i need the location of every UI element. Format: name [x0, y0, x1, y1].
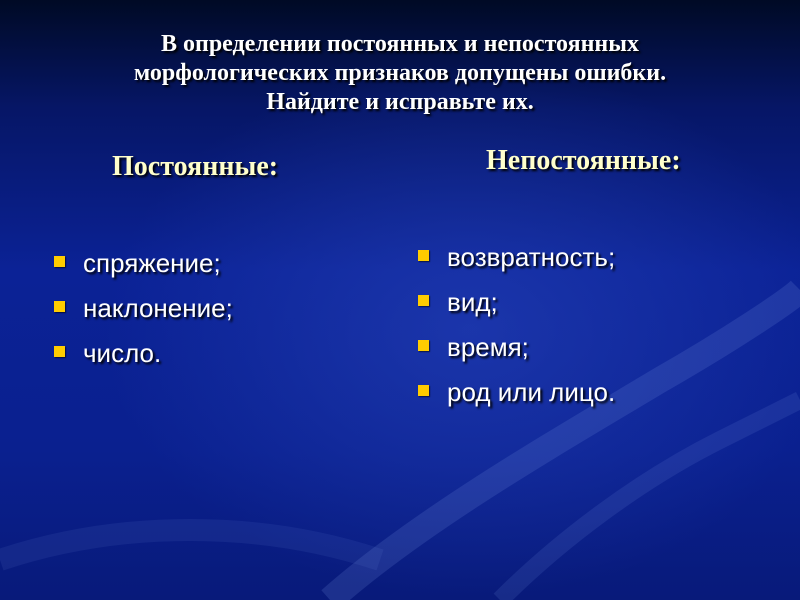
slide-title	[40, 30, 760, 117]
list-item	[418, 373, 615, 418]
list-item-text: наклонение;	[83, 293, 233, 323]
list-item	[54, 244, 233, 289]
constant-features-list	[54, 244, 233, 379]
list-item-text: род или лицо.	[447, 377, 616, 407]
title-line: морфологических признаков допущены ошибки.	[133, 60, 667, 86]
square-bullet-icon	[54, 346, 65, 357]
list-item-text: спряжение;	[83, 248, 221, 278]
list-item	[418, 328, 615, 373]
square-bullet-icon	[418, 340, 429, 351]
list-item	[54, 289, 233, 334]
square-bullet-icon	[54, 256, 65, 267]
title-line: В определении постоянных и непостоянных	[161, 31, 639, 57]
square-bullet-icon	[418, 385, 429, 396]
square-bullet-icon	[418, 295, 429, 306]
variable-features-list	[418, 238, 615, 418]
square-bullet-icon	[418, 250, 429, 261]
title-line: Найдите и исправьте их.	[266, 89, 534, 115]
list-item-text: возвратность;	[447, 242, 616, 272]
square-bullet-icon	[54, 301, 65, 312]
list-item-text: число.	[83, 338, 162, 368]
heading-constant: Постоянные:	[112, 151, 279, 182]
list-item	[54, 334, 233, 379]
list-item-text: время;	[447, 332, 529, 362]
heading-variable: Непостоянные:	[486, 145, 681, 176]
list-item-text: вид;	[447, 287, 498, 317]
list-item	[418, 238, 615, 283]
list-item	[418, 283, 615, 328]
